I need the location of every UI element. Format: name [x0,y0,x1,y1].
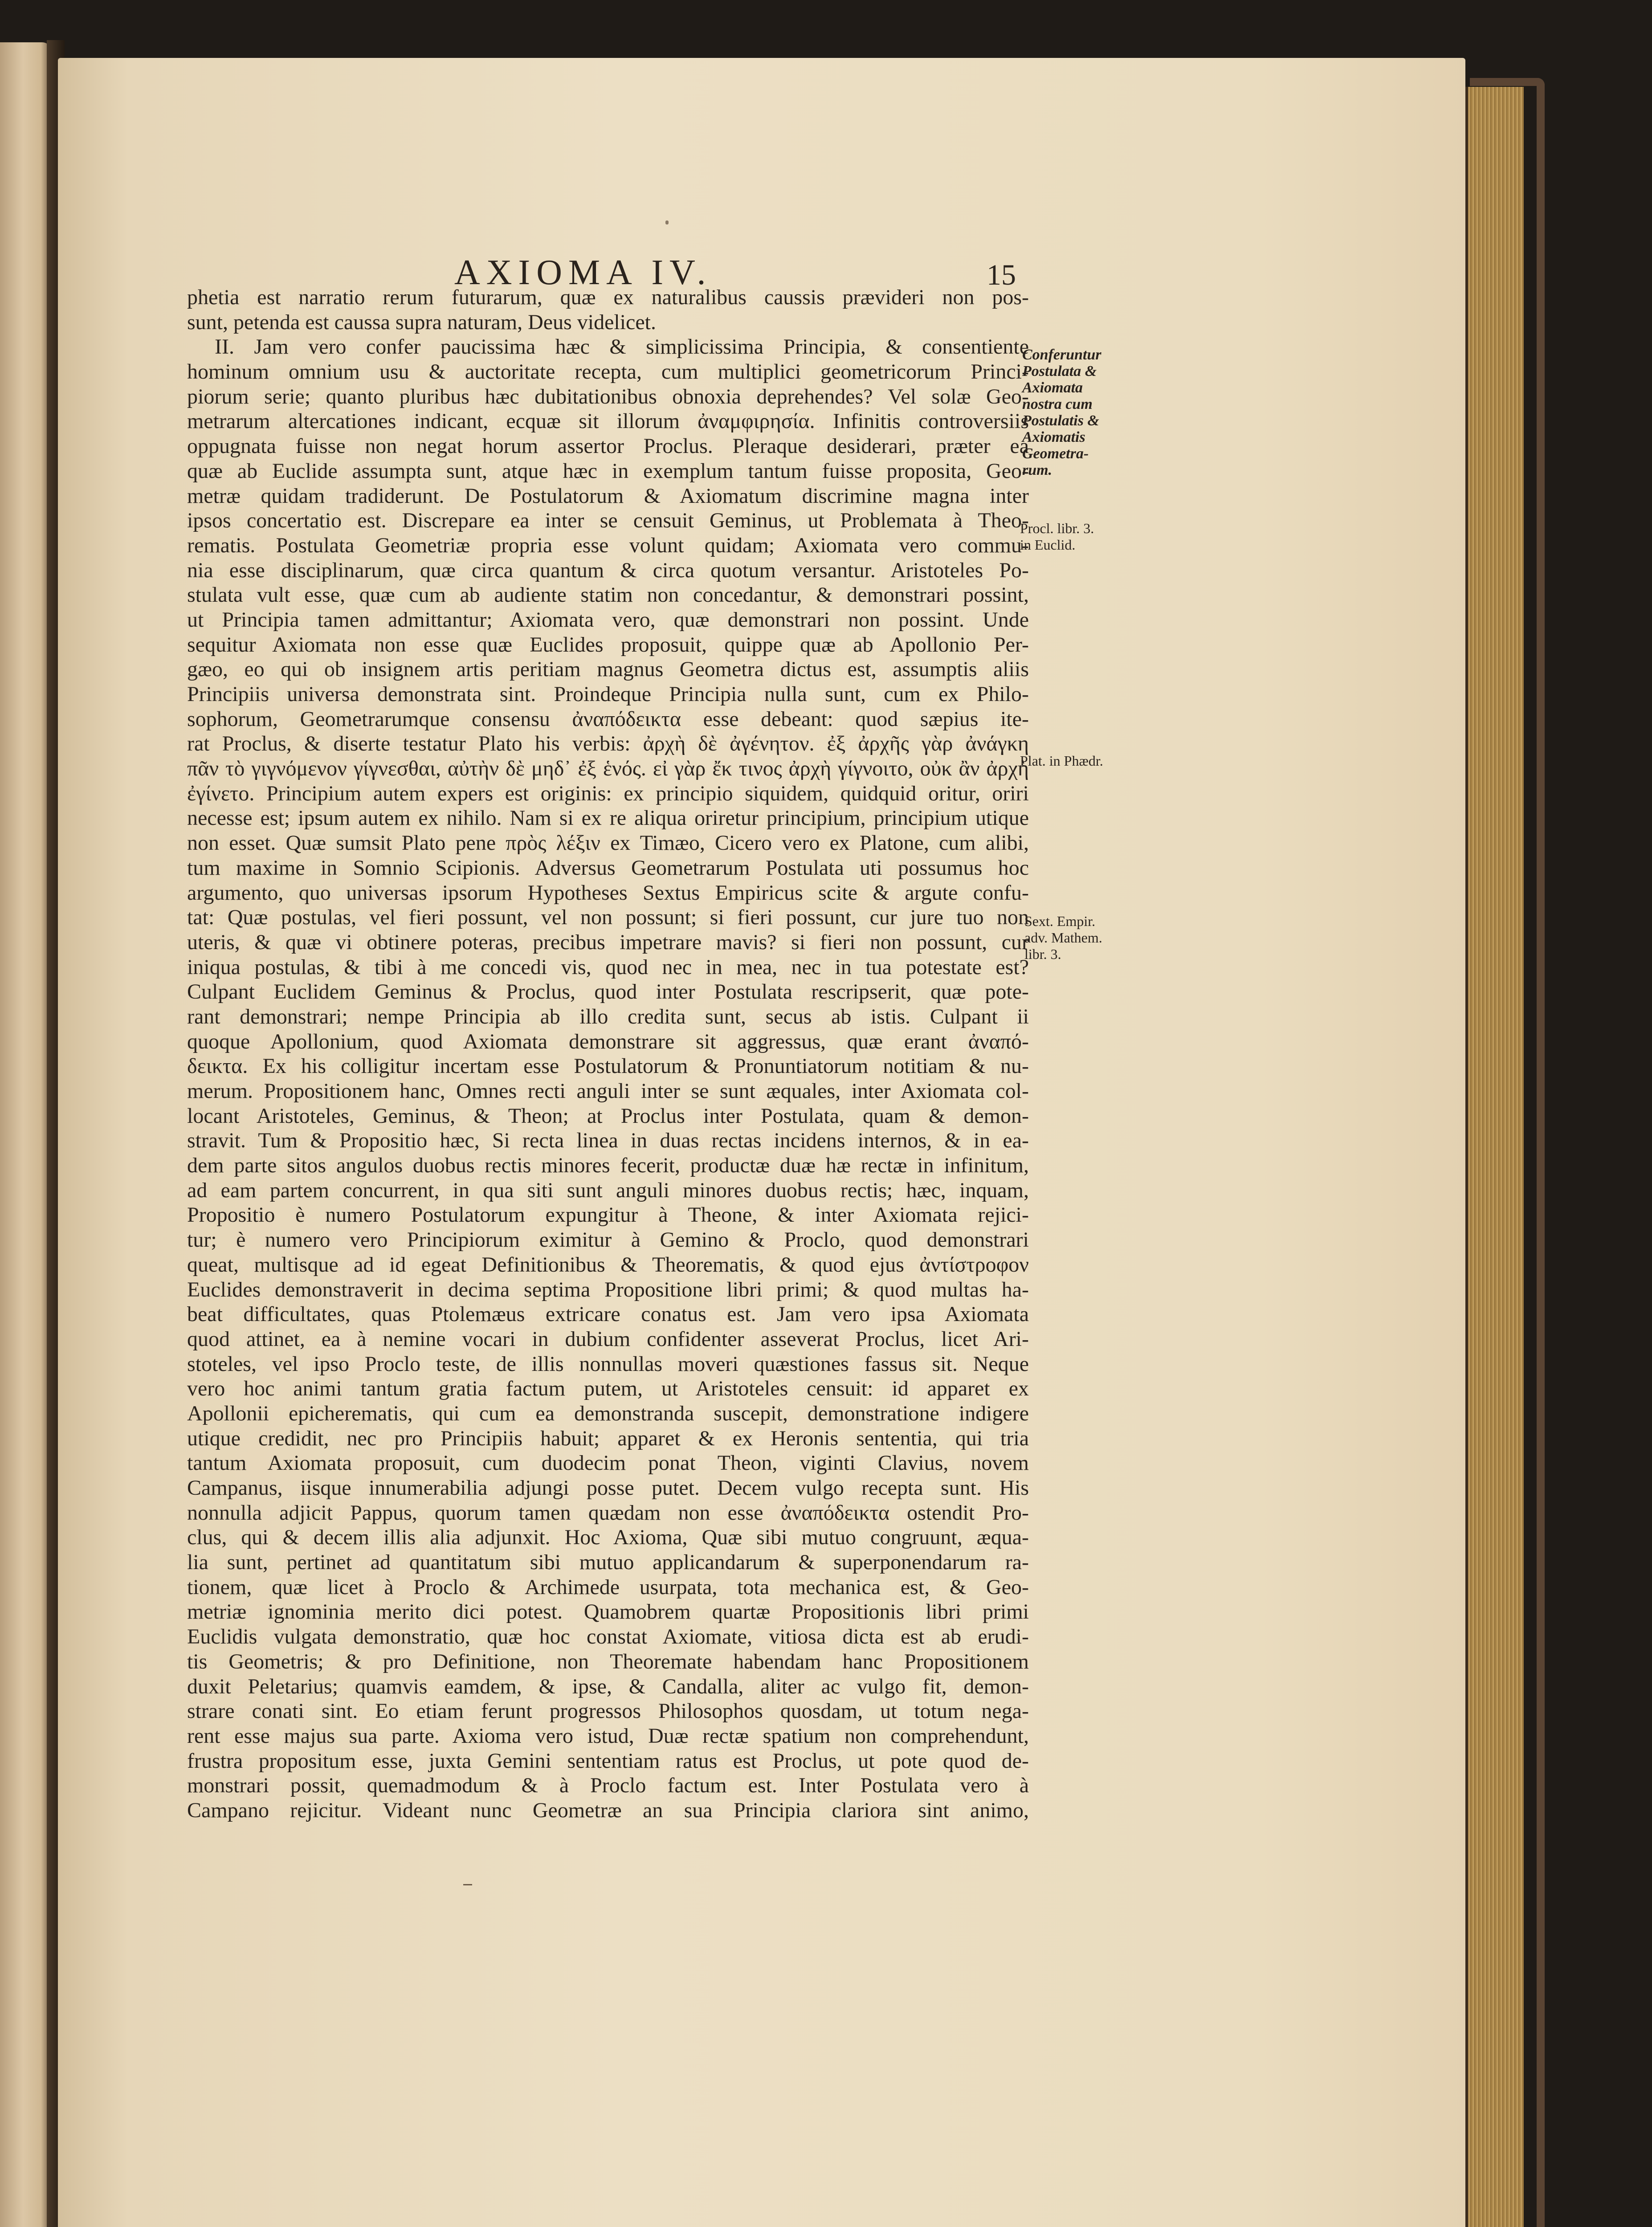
text-line: ἐγίνετο. Principium autem expers est originis: ex principio siquidem, quidquid oritur, oriri [187,781,1029,805]
text-line: Campanus, iisque innumerabilia adjungi posse putet. Decem vulgo recepta sunt. His [187,1476,1029,1500]
margin-note-line: Sext. Empir. [1024,913,1096,929]
text-line: Euclidis vulgata demonstratio, quæ hoc constat Axiomate, vitiosa dicta est ab erudi- [187,1625,1029,1649]
text-line: queat, multisque ad id egeat Definitionibus & Theorematis, & quod ejus ἀντίστροφον [187,1252,1029,1277]
text-line: ipsos concertatio est. Discrepare ea inter se censuit Geminus, ut Problemata à Theo- [187,509,1029,533]
text-line: tur; è numero vero Principiorum eximitur à Gemino & Proclo, quod demonstrari [187,1228,1029,1252]
text-line: metræ quidam tradiderunt. De Postulatorum & Axiomatum discrimine magna inter [187,484,1029,508]
text-line: rat Proclus, & diserte testatur Plato his verbis: ἀρχὴ δὲ ἀγένητον. ἐξ ἀρχῆς γὰρ ἀνάγκη [187,732,1029,756]
text-line: tantum Axiomata proposuit, cum duodecim ponat Theon, viginti Clavius, novem [187,1451,1029,1475]
text-line: quoque Apollonium, quod Axiomata demonstrare sit aggressus, quæ erant ἀναπό- [187,1029,1029,1053]
margin-note-line: rum. [1022,462,1052,478]
text-line: stoteles, vel ipso Proclo teste, de illis nonnullas moveri quæstiones fassus sit. Neque [187,1352,1029,1376]
text-line: dem parte sitos angulos duobus rectis minores fecerit, productæ duæ hæ rectæ in infinitum, [187,1154,1029,1178]
margin-note-sext [1024,913,1163,963]
text-line: lia sunt, pertinet ad quantitatum sibi mutuo applicandarum & superponendarum ra- [187,1550,1029,1574]
text-line: merum. Propositionem hanc, Omnes recti anguli inter se sunt æquales, inter Axiomata col- [187,1079,1029,1103]
text-line: rant demonstrari; nempe Principia ab illo credita sunt, secus ab istis. Culpant ii [187,1004,1029,1028]
text-line: tionem, quæ licet à Proclo & Archimede usurpata, tota mechanica est, & Geo- [187,1575,1029,1599]
text-line: uteris, & quæ vi obtinere poteras, precibus impetrare mavis? si fieri non possunt, cur [187,930,1029,954]
text-line: beat difficultates, quas Ptolemæus extricare conatus est. Jam vero ipsa Axiomata [187,1302,1029,1326]
body-text [187,285,1029,1823]
text-line: tum maxime in Somnio Scipionis. Adversus Geometrarum Postulata uti possumus hoc [187,856,1029,880]
text-line: nonnulla adjicit Pappus, quorum tamen quædam non esse ἀναπόδεικτα ostendit Pro- [187,1501,1029,1525]
text-line: sophorum, Geometrarumque consensu ἀναπόδεικτα esse debeant: quod sæpius ite- [187,707,1029,731]
text-line: rent esse majus sua parte. Axioma vero istud, Duæ rectæ spatium non comprehendunt, [187,1724,1029,1748]
text-line: II. Jam vero confer paucissima hæc & simplicissima Principia, & consentiente [215,335,1029,359]
margin-note-line: Axiomatis [1022,429,1085,445]
text-line: vero hoc animi tantum gratia factum putem, ut Aristoteles censuit: id apparet ex [187,1377,1029,1401]
text-line: strare conati sint. Eo etiam ferunt progressos Philosophos quosdam, ut totum nega- [187,1699,1029,1723]
margin-note-plat [1020,753,1158,769]
text-line: tis Geometris; & pro Definitione, non Theoremate habendam hanc Propositionem [187,1649,1029,1673]
text-line: frustra propositum esse, juxta Gemini sententiam ratus est Proclus, ut pote quod de- [187,1749,1029,1773]
text-line: Campano rejicitur. Videant nunc Geometræ an sua Principia clariora sint animo, [187,1798,1029,1822]
text-line: necesse est; ipsum autem ex nihilo. Nam si ex re aliqua oriretur principium, principium utique [187,806,1029,830]
footer-mark [463,1884,472,1885]
text-line: monstrari possit, quemadmodum & à Proclo factum est. Inter Postulata vero à [187,1774,1029,1798]
text-line: stravit. Tum & Propositio hæc, Si recta linea in duas rectas incidens internos, & in ea- [187,1129,1029,1153]
text-line: stulata vult esse, quæ cum ab audiente statim non concedantur, & demonstrari possint, [187,583,1029,607]
text-line: iniqua postulas, & tibi à me concedi vis, quod nec in mea, nec in tua potestate est? [187,955,1029,979]
text-line: sequitur Axiomata non esse quæ Euclides proposuit, quippe quæ ab Apollonio Per- [187,632,1029,657]
text-line: πᾶν τὸ γιγνόμενον γίγνεσθαι, αὐτὴν δὲ μηδ᾽ ἐξ ἑνός. εἰ γὰρ ἔκ τινος ἀρχὴ γίγνοιτο, οὐκ ἂν ἀρχὴ [187,757,1029,781]
text-line: non esset. Quæ sumsit Plato pene πρὸς λέξιν ex Timæo, Cicero vero ex Platone, cum alibi, [187,831,1029,855]
text-line: δεικτα. Ex his colligitur incertam esse Postulatorum & Pronuntiatorum notitiam & nu- [187,1054,1029,1078]
margin-note-conferuntur [1022,347,1160,478]
text-line: Culpant Euclidem Geminus & Proclus, quod inter Postulata rescripserit, quæ pote- [187,980,1029,1004]
text-line: hominum omnium usu & auctoritate recepta, cum multiplici geometricorum Princi- [187,360,1029,384]
text-line: rematis. Postulata Geometriæ propria esse volunt quidam; Axiomata vero commu- [187,533,1029,557]
margin-note-line: Geometra- [1022,445,1089,462]
margin-note-line: Axiomata [1022,379,1083,396]
text-line: quod attinet, ea à nemine vocari in dubium confidenter asseverat Proclus, licet Ari- [187,1327,1029,1351]
text-line: sunt, petenda est caussa supra naturam, Deus videlicet. [187,310,656,334]
text-line: duxit Peletarius; quamvis eamdem, & ipse, & Candalla, aliter ac vulgo fit, demon- [187,1674,1029,1698]
text-line: metriæ ignominia merito dici potest. Quamobrem quartæ Propositionis libri primi [187,1600,1029,1624]
text-line: piorum serie; quanto pluribus hæc dubitationibus obnoxia deprehendes? Vel solæ Geo- [187,384,1029,408]
text-line: quæ ab Euclide assumpta sunt, atque hæc in exemplum tantum fuisse proposita, Geo- [187,459,1029,483]
text-line: tat: Quæ postulas, vel fieri possunt, vel non possunt; si fieri possunt, cur jure tuo non [187,905,1029,930]
margin-note-line: Plat. in Phædr. [1020,753,1103,769]
text-line: argumento, quo universas ipsorum Hypotheses Sextus Empiricus scite & argute confu- [187,881,1029,905]
text-line: nia esse disciplinarum, quæ circa quantum & circa quotum versantur. Aristoteles Po- [187,558,1029,582]
text-line: Apollonii epicherematis, qui cum ea demonstranda suscepit, demonstratione indigere [187,1401,1029,1425]
margin-note-line: in Euclid. [1020,537,1076,553]
margin-note-line: adv. Mathem. [1024,930,1102,946]
text-line: oppugnata fuisse non negat horum assertor Proclus. Pleraque desiderari, præter ea [187,434,1029,458]
margin-note-procl [1020,520,1158,553]
text-line: ut Principia tamen admittantur; Axiomata vero, quæ demonstrari non possint. Unde [187,608,1029,632]
margin-note-line: Postulata & [1022,363,1097,379]
ink-mark [665,220,669,224]
text-line: utique credidit, nec pro Principiis habuit; apparet & ex Heronis sententia, qui tria [187,1426,1029,1450]
margin-note-line: nostra cum [1022,396,1093,412]
facing-page-edge [0,42,51,2227]
text-line: Euclides demonstraverit in decima septima Propositione libri primi; & quod multas ha- [187,1277,1029,1301]
page-block-edge [1465,87,1524,2227]
text-line: locant Aristoteles, Geminus, & Theon; at Proclus inter Postulata, quam & demon- [187,1104,1029,1128]
text-line: phetia est narratio rerum futurarum, quæ ex naturalibus caussis prævideri non pos- [187,286,1029,309]
margin-note-line: Conferuntur [1022,347,1101,363]
text-line: ad eam partem concurrent, in qua siti sunt anguli minores duobus rectis; hæc, inquam, [187,1178,1029,1202]
margin-note-line: Procl. libr. 3. [1020,520,1094,536]
text-line: clus, qui & decem illis alia adjunxit. Hoc Axioma, Quæ sibi mutuo congruunt, æqua- [187,1525,1029,1550]
text-line: Principiis universa demonstrata sint. Proindeque Principia nulla sunt, cum ex Philo- [187,682,1029,706]
margin-note-line: libr. 3. [1024,946,1061,962]
text-line: metrarum altercationes indicant, ecquæ sit illorum ἀναμφιρησία. Infinitis controversiis [187,409,1029,433]
margin-note-line: Postulatis & [1022,412,1099,429]
running-head: AXIOMA IV. [454,253,712,292]
text-line: Propositio è numero Postulatorum expungitur à Theone, & inter Axiomata rejici- [187,1203,1029,1227]
text-line: gæo, eo qui ob insignem artis peritiam magnus Geometra dictus est, assumptis aliis [187,657,1029,681]
page-number: 15 [987,259,1016,291]
